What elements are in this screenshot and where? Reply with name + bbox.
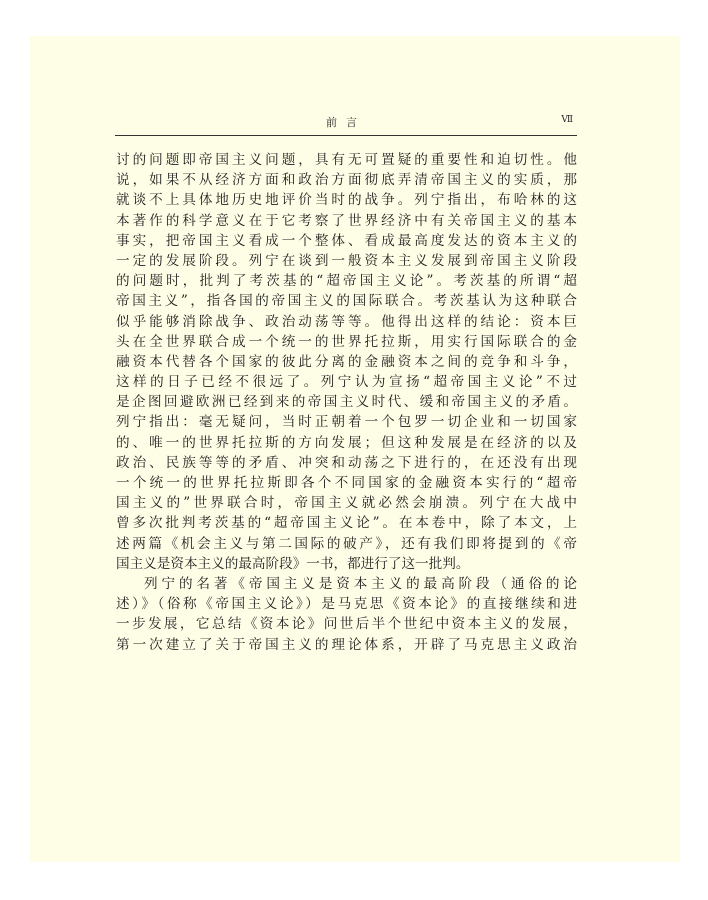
text-line: 的问题时，批判了考茨基的“超帝国主义论”。考茨基的所谓“超 bbox=[116, 273, 577, 290]
text-line: 曾多次批判考茨基的“超帝国主义论”。在本卷中，除了本文，上 bbox=[116, 515, 577, 532]
text-line: 国主义是资本主义的最高阶段》一书，都进行了这一批判。 bbox=[116, 555, 470, 572]
text-line: 讨的问题即帝国主义问题，具有无可置疑的重要性和迫切性。他 bbox=[116, 152, 577, 168]
text-line: 述）》（俗称《帝国主义论》）是马克思《资本论》的直接继续和进 bbox=[116, 596, 577, 613]
text-line: 这样的日子已经不很远了。列宁认为宣扬“超帝国主义论”不过 bbox=[116, 374, 577, 391]
text-line: 一步发展，它总结《资本论》问世后半个世纪中资本主义的发展， bbox=[116, 616, 577, 633]
text-line: 就谈不上具体地历史地评价当时的战争。列宁指出，布哈林的这 bbox=[116, 192, 577, 209]
text-line: 是企图回避欧洲已经到来的帝国主义时代、缓和帝国主义的矛盾。 bbox=[116, 394, 577, 411]
text-line: 述两篇《机会主义与第二国际的破产》，还有我们即将提到的《帝 bbox=[116, 535, 577, 552]
text-line: 融资本代替各个国家的彼此分离的金融资本之间的竞争和斗争， bbox=[116, 353, 577, 370]
text-line: 说，如果不从经济方面和政治方面彻底弄清帝国主义的实质，那 bbox=[116, 172, 577, 189]
text-line: 列宁指出：毫无疑问，当时正朝着一个包罗一切企业和一切国家 bbox=[116, 414, 577, 431]
text-line: 列宁的名著《帝国主义是资本主义的最高阶段（通俗的论 bbox=[144, 575, 577, 592]
page-number: Ⅶ bbox=[561, 115, 573, 125]
text-line: 的、唯一的世界托拉斯的方向发展；但这种发展是在经济的以及 bbox=[116, 434, 577, 451]
text-line: 政治、民族等等的矛盾、冲突和动荡之下进行的，在还没有出现 bbox=[116, 454, 577, 471]
header-title: 前言 bbox=[326, 116, 366, 129]
text-line: 本著作的科学意义在于它考察了世界经济中有关帝国主义的基本 bbox=[116, 212, 577, 229]
body-text bbox=[116, 150, 577, 655]
text-line: 帝国主义”，指各国的帝国主义的国际联合。考茨基认为这种联合 bbox=[116, 293, 577, 310]
text-line: 头在全世界联合成一个统一的世界托拉斯，用实行国际联合的金 bbox=[116, 333, 577, 350]
text-line: 第一次建立了关于帝国主义的理论体系，开辟了马克思主义政治 bbox=[116, 636, 577, 653]
text-line: 一定的发展阶段。列宁在谈到一般资本主义发展到帝国主义阶段 bbox=[116, 252, 577, 269]
text-line: 国主义的”世界联合时，帝国主义就必然会崩溃。列宁在大战中 bbox=[116, 495, 577, 512]
running-header bbox=[115, 113, 577, 136]
text-line: 似乎能够消除战争、政治动荡等等。他得出这样的结论：资本巨 bbox=[116, 313, 577, 330]
text-line: 事实，把帝国主义看成一个整体、看成最高度发达的资本主义的 bbox=[116, 232, 577, 249]
text-line: 一个统一的世界托拉斯即各个不同国家的金融资本实行的“超帝 bbox=[116, 475, 577, 491]
